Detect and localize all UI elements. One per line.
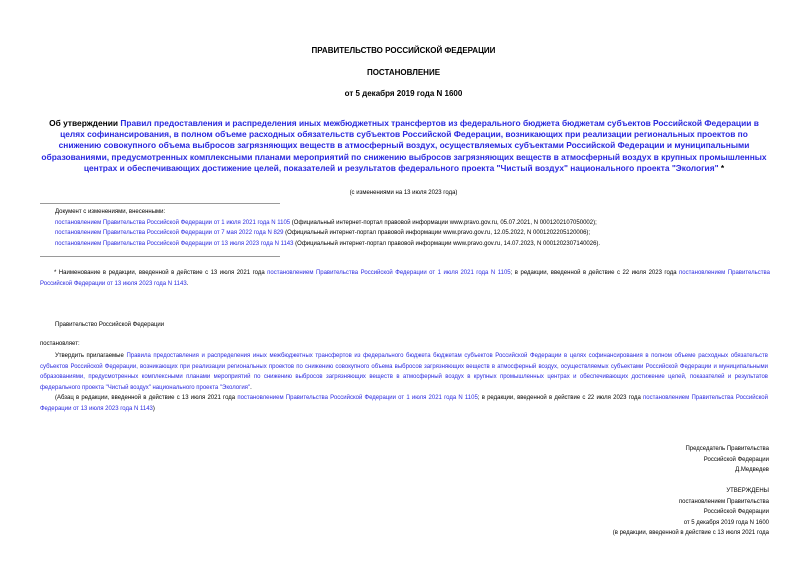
- signer-country: Российской Федерации: [703, 456, 769, 463]
- amendment-link[interactable]: постановлением Правительства Российской Федерации от 13 июля 2023 года N 1143: [55, 240, 294, 247]
- amendment-link[interactable]: постановлением Правительства Российской Федерации от 7 мая 2022 года N 829: [55, 230, 284, 236]
- title-prefix: Об утверждении: [49, 118, 121, 128]
- approval-line: (в редакции, введенной в действие с 13 июля 2021 года: [612, 530, 769, 536]
- footnote-text: * Наименование в редакции, введенной в действие с 13 июля 2021 года: [54, 270, 268, 276]
- document-date: от 5 декабря 2019 года N 1600: [344, 89, 463, 98]
- amend-text: (Абзац в редакции, введенной в действие с 13 июля 2021 года: [55, 395, 238, 401]
- amendment-source: (Официальный интернет-портал правовой информации www.pravo.gov.ru, 14.07.2023, N 0001202307140026).: [293, 240, 601, 247]
- footnote-link-1105[interactable]: постановлением Правительства Российской Федерации от 1 июля 2021 года N 1105: [267, 270, 511, 276]
- decides-word: постановляет:: [40, 341, 80, 347]
- footnote-link-1143[interactable]: постановлением Правительства Российской Федерации от 13 июля 2023 года N 1143: [40, 270, 770, 287]
- document-type: ПОСТАНОВЛЕНИЕ: [366, 68, 441, 77]
- title-suffix: *: [718, 162, 725, 173]
- paragraph-amendment-note: [40, 393, 768, 414]
- title-footnote: [40, 268, 770, 289]
- amend-link-1105[interactable]: постановлением Правительства Российской Федерации от 1 июля 2021 года N 1105: [237, 395, 478, 401]
- approval-line: от 5 декабря 2019 года N 1600: [683, 519, 769, 526]
- approve-paragraph: [40, 351, 768, 393]
- approve-text: Утвердить прилагаемые: [55, 353, 127, 359]
- amendment-link[interactable]: постановлением Правительства Российской Федерации от 1 июля 2021 года N 1105: [55, 219, 291, 226]
- title-rules-link[interactable]: Правил предоставления и распределения иных межбюджетных трансфертов из федерального бюджета бюджетам субъектов Российской Федерации в целях софинансирования, в полном объеме расходных обязательств субъектов Российской Федерации, возникающих при реализации региональных проектов по снижению совокупного объема выбросов загрязняющих веществ в атмосферный воздух, осуществляемых субъектами Российской Федерации и муниципальными образованиями, предусмотренных комплексными планами мероприятий по снижению выбросов загрязняющих веществ в атмосферный воздух в крупных промышленных центрах и обеспечивающих достижение целей, показателей и результатов федерального проекта "Чистый воздух" национального проекта "Экология": [41, 118, 767, 173]
- approval-stamp: [613, 486, 769, 539]
- government-heading: ПРАВИТЕЛЬСТВО РОССИЙСКОЙ ФЕДЕРАЦИИ: [311, 46, 496, 55]
- approval-line: постановлением Правительства: [678, 498, 769, 505]
- amendment-source: (Официальный интернет-портал правовой информации www.pravo.gov.ru, 12.05.2022, N 0001202205120006);: [283, 230, 591, 236]
- signature-block: [685, 444, 769, 476]
- amend-text: ): [152, 405, 155, 412]
- revision-note: (с изменениями на 13 июля 2023 года): [349, 190, 458, 196]
- footnote-text: .: [186, 280, 189, 287]
- divider-bottom: [40, 256, 280, 257]
- amendment-item: [55, 239, 600, 250]
- approve-rules-link[interactable]: Правила предоставления и распределения иных межбюджетных трансфертов из федерального бюджета бюджетам субъектов Российской Федерации в целях софинансирования в полном объеме расходных обязательств субъектов Российской Федерации, возникающих при реализации региональных проектов по снижению совокупного объема выбросов загрязняющих веществ в атмосферный воздух, осуществляемых субъектами Российской Федерации и муниципальными образованиями, предусмотренных комплексными планами мероприятий по снижению выбросов загрязняющих веществ в атмосферный воздух в крупных промышленных центрах и обеспечивающих достижение целей, показателей и результатов федерального проекта "Чистый воздух" национального проекта "Экология": [40, 353, 768, 391]
- footnote-text: ; в редакции, введенной в действие с 22 июля 2023 года: [510, 270, 680, 276]
- signer-name: Д.Медведев: [735, 467, 769, 473]
- issuing-body: Правительство Российской Федерации: [55, 322, 165, 328]
- amendments-block: [55, 207, 600, 249]
- approval-word: УТВЕРЖДЕНЫ: [726, 488, 769, 494]
- document-title: [40, 118, 768, 174]
- amendments-intro: Документ с изменениями, внесенными:: [55, 209, 166, 215]
- amend-link-1143[interactable]: постановлением Правительства Российской Федерации от 13 июля 2023 года N 1143: [40, 395, 768, 412]
- amend-text: ; в редакции, введенной в действие с 22 июля 2023 года: [477, 395, 643, 401]
- signer-position: Председатель Правительства: [685, 446, 769, 452]
- divider-top: [40, 203, 280, 204]
- amendment-item: [55, 218, 600, 229]
- amendment-source: (Официальный интернет-портал правовой информации www.pravo.gov.ru, 05.07.2021, N 0001202107050002);: [290, 219, 597, 226]
- approval-line: Российской Федерации: [703, 509, 769, 515]
- approve-text: .: [250, 384, 252, 391]
- amendment-item: [55, 228, 600, 239]
